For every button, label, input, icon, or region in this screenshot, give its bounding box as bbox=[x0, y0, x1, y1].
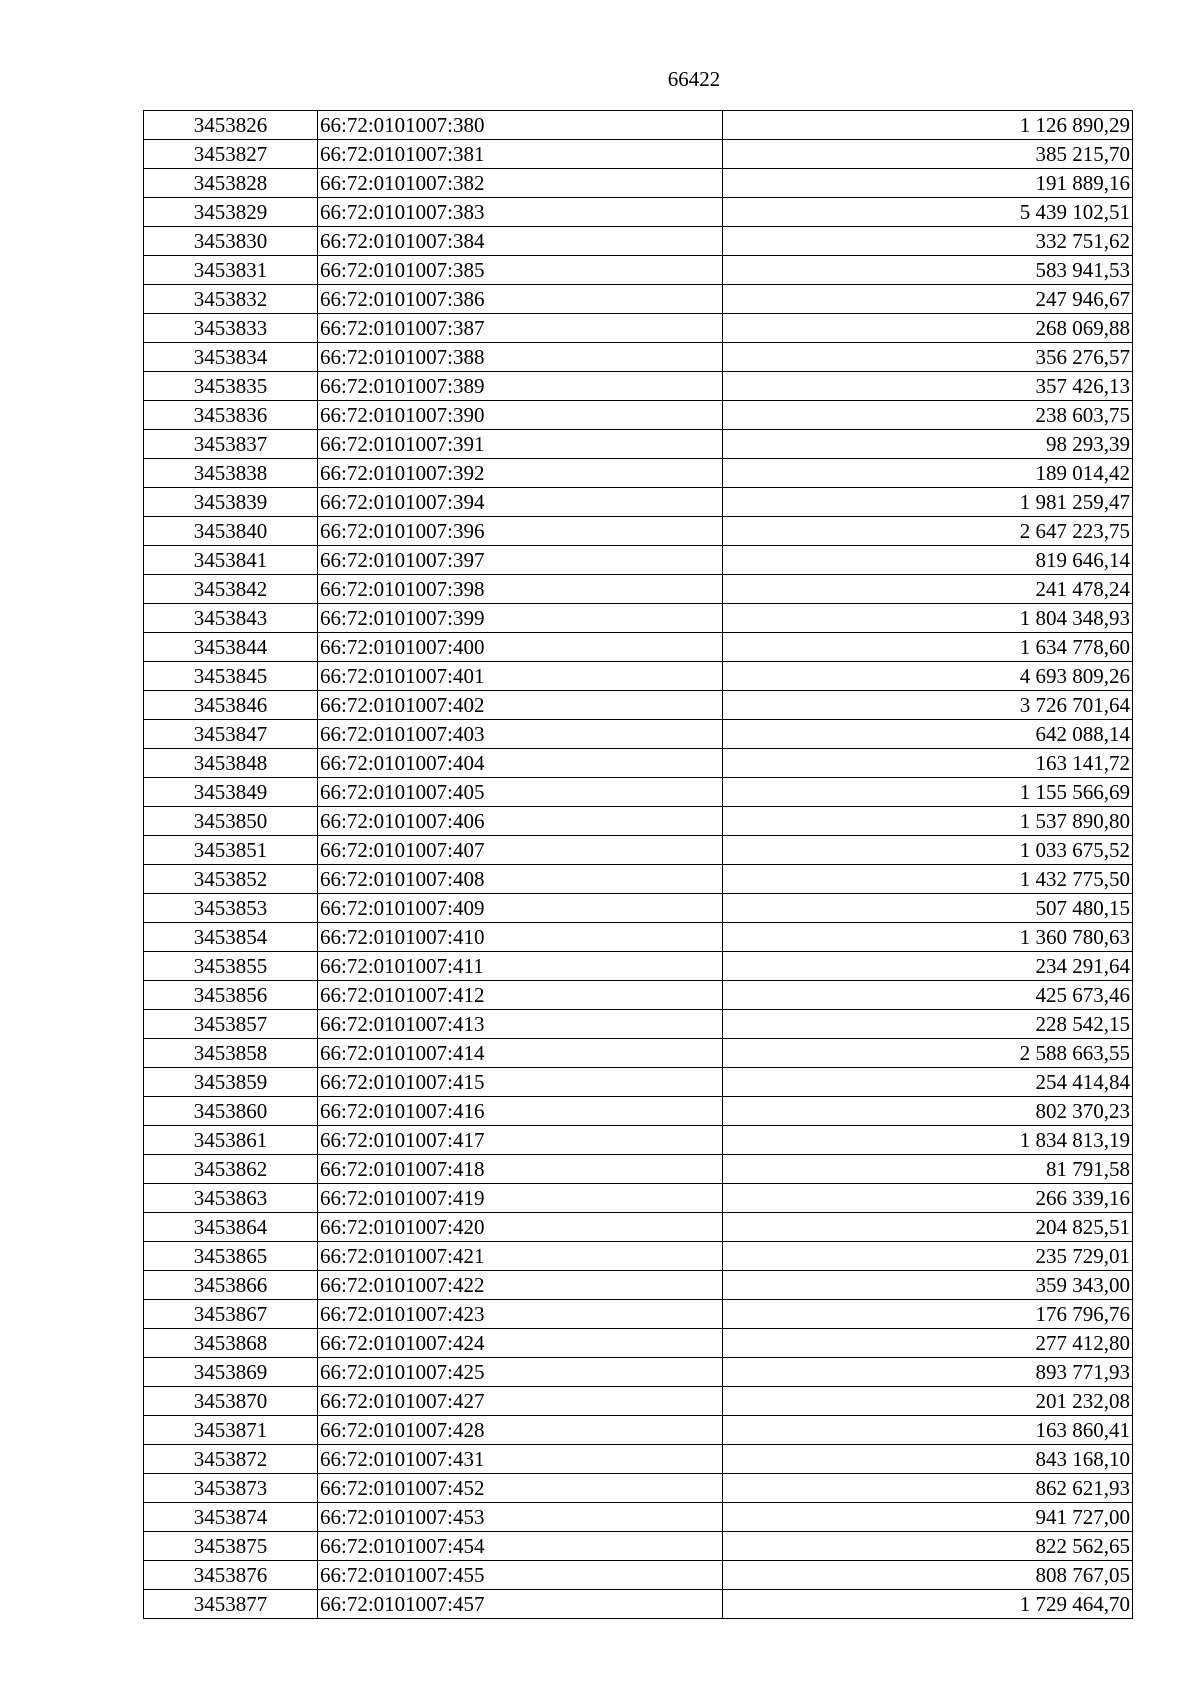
data-table bbox=[143, 110, 1133, 1619]
row-id-cell: 3453857 bbox=[144, 1010, 318, 1039]
cadastral-number-cell: 66:72:0101007:388 bbox=[318, 343, 723, 372]
table-row bbox=[144, 691, 1133, 720]
row-id-cell: 3453831 bbox=[144, 256, 318, 285]
row-id-cell: 3453862 bbox=[144, 1155, 318, 1184]
cadastral-number-cell: 66:72:0101007:414 bbox=[318, 1039, 723, 1068]
row-id-cell: 3453842 bbox=[144, 575, 318, 604]
row-id-cell: 3453870 bbox=[144, 1387, 318, 1416]
cadastral-number-cell: 66:72:0101007:416 bbox=[318, 1097, 723, 1126]
cadastral-number-cell: 66:72:0101007:452 bbox=[318, 1474, 723, 1503]
row-id-cell: 3453838 bbox=[144, 459, 318, 488]
cadastral-number-cell: 66:72:0101007:380 bbox=[318, 111, 723, 140]
table-row bbox=[144, 140, 1133, 169]
value-cell: 254 414,84 bbox=[723, 1068, 1133, 1097]
table-row bbox=[144, 111, 1133, 140]
cadastral-number-cell: 66:72:0101007:396 bbox=[318, 517, 723, 546]
value-cell: 228 542,15 bbox=[723, 1010, 1133, 1039]
table-row bbox=[144, 1184, 1133, 1213]
row-id-cell: 3453846 bbox=[144, 691, 318, 720]
table-row bbox=[144, 1561, 1133, 1590]
cadastral-number-cell: 66:72:0101007:381 bbox=[318, 140, 723, 169]
value-cell: 1 981 259,47 bbox=[723, 488, 1133, 517]
table-row bbox=[144, 720, 1133, 749]
value-cell: 359 343,00 bbox=[723, 1271, 1133, 1300]
cadastral-number-cell: 66:72:0101007:427 bbox=[318, 1387, 723, 1416]
value-cell: 1 804 348,93 bbox=[723, 604, 1133, 633]
table-row bbox=[144, 894, 1133, 923]
cadastral-number-cell: 66:72:0101007:403 bbox=[318, 720, 723, 749]
row-id-cell: 3453835 bbox=[144, 372, 318, 401]
row-id-cell: 3453839 bbox=[144, 488, 318, 517]
value-cell: 266 339,16 bbox=[723, 1184, 1133, 1213]
table-row bbox=[144, 169, 1133, 198]
table-row bbox=[144, 865, 1133, 894]
table-row bbox=[144, 981, 1133, 1010]
value-cell: 5 439 102,51 bbox=[723, 198, 1133, 227]
value-cell: 4 693 809,26 bbox=[723, 662, 1133, 691]
cadastral-number-cell: 66:72:0101007:397 bbox=[318, 546, 723, 575]
cadastral-number-cell: 66:72:0101007:454 bbox=[318, 1532, 723, 1561]
row-id-cell: 3453828 bbox=[144, 169, 318, 198]
row-id-cell: 3453841 bbox=[144, 546, 318, 575]
value-cell: 1 155 566,69 bbox=[723, 778, 1133, 807]
table-row bbox=[144, 923, 1133, 952]
table-row bbox=[144, 662, 1133, 691]
row-id-cell: 3453844 bbox=[144, 633, 318, 662]
cadastral-number-cell: 66:72:0101007:385 bbox=[318, 256, 723, 285]
value-cell: 247 946,67 bbox=[723, 285, 1133, 314]
table-row bbox=[144, 372, 1133, 401]
row-id-cell: 3453843 bbox=[144, 604, 318, 633]
row-id-cell: 3453832 bbox=[144, 285, 318, 314]
cadastral-number-cell: 66:72:0101007:418 bbox=[318, 1155, 723, 1184]
table-row bbox=[144, 546, 1133, 575]
value-cell: 802 370,23 bbox=[723, 1097, 1133, 1126]
cadastral-number-cell: 66:72:0101007:386 bbox=[318, 285, 723, 314]
row-id-cell: 3453874 bbox=[144, 1503, 318, 1532]
table-row bbox=[144, 1039, 1133, 1068]
cadastral-number-cell: 66:72:0101007:411 bbox=[318, 952, 723, 981]
value-cell: 1 634 778,60 bbox=[723, 633, 1133, 662]
cadastral-number-cell: 66:72:0101007:417 bbox=[318, 1126, 723, 1155]
row-id-cell: 3453853 bbox=[144, 894, 318, 923]
value-cell: 98 293,39 bbox=[723, 430, 1133, 459]
value-cell: 268 069,88 bbox=[723, 314, 1133, 343]
value-cell: 941 727,00 bbox=[723, 1503, 1133, 1532]
value-cell: 1 537 890,80 bbox=[723, 807, 1133, 836]
row-id-cell: 3453827 bbox=[144, 140, 318, 169]
page-number bbox=[0, 66, 1200, 92]
row-id-cell: 3453877 bbox=[144, 1590, 318, 1619]
value-cell: 2 647 223,75 bbox=[723, 517, 1133, 546]
table-row bbox=[144, 1126, 1133, 1155]
row-id-cell: 3453858 bbox=[144, 1039, 318, 1068]
table-row bbox=[144, 807, 1133, 836]
table-row bbox=[144, 1097, 1133, 1126]
table-row bbox=[144, 488, 1133, 517]
value-cell: 1 729 464,70 bbox=[723, 1590, 1133, 1619]
cadastral-number-cell: 66:72:0101007:402 bbox=[318, 691, 723, 720]
row-id-cell: 3453861 bbox=[144, 1126, 318, 1155]
row-id-cell: 3453873 bbox=[144, 1474, 318, 1503]
row-id-cell: 3453854 bbox=[144, 923, 318, 952]
row-id-cell: 3453864 bbox=[144, 1213, 318, 1242]
table-row bbox=[144, 604, 1133, 633]
value-cell: 201 232,08 bbox=[723, 1387, 1133, 1416]
cadastral-number-cell: 66:72:0101007:455 bbox=[318, 1561, 723, 1590]
row-id-cell: 3453866 bbox=[144, 1271, 318, 1300]
value-cell: 235 729,01 bbox=[723, 1242, 1133, 1271]
cadastral-number-cell: 66:72:0101007:384 bbox=[318, 227, 723, 256]
cadastral-number-cell: 66:72:0101007:399 bbox=[318, 604, 723, 633]
table-row bbox=[144, 778, 1133, 807]
cadastral-number-cell: 66:72:0101007:453 bbox=[318, 1503, 723, 1532]
table-row bbox=[144, 1416, 1133, 1445]
row-id-cell: 3453836 bbox=[144, 401, 318, 430]
cadastral-number-cell: 66:72:0101007:428 bbox=[318, 1416, 723, 1445]
value-cell: 189 014,42 bbox=[723, 459, 1133, 488]
value-cell: 238 603,75 bbox=[723, 401, 1133, 430]
table-row bbox=[144, 198, 1133, 227]
table-row bbox=[144, 952, 1133, 981]
row-id-cell: 3453869 bbox=[144, 1358, 318, 1387]
table-row bbox=[144, 633, 1133, 662]
table-row bbox=[144, 575, 1133, 604]
table-row bbox=[144, 227, 1133, 256]
cadastral-number-cell: 66:72:0101007:398 bbox=[318, 575, 723, 604]
cadastral-number-cell: 66:72:0101007:412 bbox=[318, 981, 723, 1010]
cadastral-number-cell: 66:72:0101007:400 bbox=[318, 633, 723, 662]
cadastral-number-cell: 66:72:0101007:422 bbox=[318, 1271, 723, 1300]
table-row bbox=[144, 1503, 1133, 1532]
row-id-cell: 3453851 bbox=[144, 836, 318, 865]
row-id-cell: 3453871 bbox=[144, 1416, 318, 1445]
cadastral-number-cell: 66:72:0101007:413 bbox=[318, 1010, 723, 1039]
value-cell: 176 796,76 bbox=[723, 1300, 1133, 1329]
table-row bbox=[144, 749, 1133, 778]
value-cell: 1 834 813,19 bbox=[723, 1126, 1133, 1155]
cadastral-number-cell: 66:72:0101007:389 bbox=[318, 372, 723, 401]
table-row bbox=[144, 1155, 1133, 1184]
value-cell: 1 360 780,63 bbox=[723, 923, 1133, 952]
table-row bbox=[144, 836, 1133, 865]
row-id-cell: 3453865 bbox=[144, 1242, 318, 1271]
table-row bbox=[144, 1590, 1133, 1619]
value-cell: 163 141,72 bbox=[723, 749, 1133, 778]
table-row bbox=[144, 1300, 1133, 1329]
value-cell: 234 291,64 bbox=[723, 952, 1133, 981]
value-cell: 2 588 663,55 bbox=[723, 1039, 1133, 1068]
cadastral-number-cell: 66:72:0101007:423 bbox=[318, 1300, 723, 1329]
row-id-cell: 3453847 bbox=[144, 720, 318, 749]
row-id-cell: 3453876 bbox=[144, 1561, 318, 1590]
row-id-cell: 3453852 bbox=[144, 865, 318, 894]
cadastral-number-cell: 66:72:0101007:406 bbox=[318, 807, 723, 836]
row-id-cell: 3453863 bbox=[144, 1184, 318, 1213]
cadastral-number-cell: 66:72:0101007:401 bbox=[318, 662, 723, 691]
value-cell: 357 426,13 bbox=[723, 372, 1133, 401]
table-row bbox=[144, 1068, 1133, 1097]
table-row bbox=[144, 1242, 1133, 1271]
cadastral-number-cell: 66:72:0101007:409 bbox=[318, 894, 723, 923]
row-id-cell: 3453849 bbox=[144, 778, 318, 807]
table-row bbox=[144, 1532, 1133, 1561]
cadastral-number-cell: 66:72:0101007:425 bbox=[318, 1358, 723, 1387]
row-id-cell: 3453833 bbox=[144, 314, 318, 343]
cadastral-number-cell: 66:72:0101007:431 bbox=[318, 1445, 723, 1474]
row-id-cell: 3453875 bbox=[144, 1532, 318, 1561]
cadastral-number-cell: 66:72:0101007:382 bbox=[318, 169, 723, 198]
table-row bbox=[144, 1329, 1133, 1358]
table-row bbox=[144, 459, 1133, 488]
value-cell: 3 726 701,64 bbox=[723, 691, 1133, 720]
table-row bbox=[144, 430, 1133, 459]
cadastral-number-cell: 66:72:0101007:383 bbox=[318, 198, 723, 227]
table-row bbox=[144, 256, 1133, 285]
value-cell: 191 889,16 bbox=[723, 169, 1133, 198]
table-row bbox=[144, 1387, 1133, 1416]
cadastral-number-cell: 66:72:0101007:419 bbox=[318, 1184, 723, 1213]
row-id-cell: 3453850 bbox=[144, 807, 318, 836]
row-id-cell: 3453840 bbox=[144, 517, 318, 546]
row-id-cell: 3453829 bbox=[144, 198, 318, 227]
value-cell: 204 825,51 bbox=[723, 1213, 1133, 1242]
cadastral-number-cell: 66:72:0101007:394 bbox=[318, 488, 723, 517]
cadastral-number-cell: 66:72:0101007:407 bbox=[318, 836, 723, 865]
value-cell: 822 562,65 bbox=[723, 1532, 1133, 1561]
value-cell: 642 088,14 bbox=[723, 720, 1133, 749]
row-id-cell: 3453859 bbox=[144, 1068, 318, 1097]
row-id-cell: 3453872 bbox=[144, 1445, 318, 1474]
cadastral-number-cell: 66:72:0101007:391 bbox=[318, 430, 723, 459]
row-id-cell: 3453837 bbox=[144, 430, 318, 459]
row-id-cell: 3453868 bbox=[144, 1329, 318, 1358]
table-row bbox=[144, 285, 1133, 314]
row-id-cell: 3453845 bbox=[144, 662, 318, 691]
cadastral-number-cell: 66:72:0101007:421 bbox=[318, 1242, 723, 1271]
value-cell: 819 646,14 bbox=[723, 546, 1133, 575]
cadastral-number-cell: 66:72:0101007:420 bbox=[318, 1213, 723, 1242]
row-id-cell: 3453860 bbox=[144, 1097, 318, 1126]
table-row bbox=[144, 1271, 1133, 1300]
value-cell: 808 767,05 bbox=[723, 1561, 1133, 1590]
table-row bbox=[144, 314, 1133, 343]
row-id-cell: 3453834 bbox=[144, 343, 318, 372]
value-cell: 385 215,70 bbox=[723, 140, 1133, 169]
value-cell: 507 480,15 bbox=[723, 894, 1133, 923]
cadastral-number-cell: 66:72:0101007:408 bbox=[318, 865, 723, 894]
value-cell: 843 168,10 bbox=[723, 1445, 1133, 1474]
value-cell: 862 621,93 bbox=[723, 1474, 1133, 1503]
table-row bbox=[144, 1358, 1133, 1387]
cadastral-number-cell: 66:72:0101007:404 bbox=[318, 749, 723, 778]
value-cell: 163 860,41 bbox=[723, 1416, 1133, 1445]
cadastral-number-cell: 66:72:0101007:392 bbox=[318, 459, 723, 488]
table-row bbox=[144, 1213, 1133, 1242]
value-cell: 893 771,93 bbox=[723, 1358, 1133, 1387]
cadastral-number-cell: 66:72:0101007:405 bbox=[318, 778, 723, 807]
cadastral-number-cell: 66:72:0101007:424 bbox=[318, 1329, 723, 1358]
table-row bbox=[144, 401, 1133, 430]
table-row bbox=[144, 1010, 1133, 1039]
cadastral-number-cell: 66:72:0101007:457 bbox=[318, 1590, 723, 1619]
value-cell: 1 033 675,52 bbox=[723, 836, 1133, 865]
table-row bbox=[144, 1474, 1133, 1503]
value-cell: 241 478,24 bbox=[723, 575, 1133, 604]
value-cell: 583 941,53 bbox=[723, 256, 1133, 285]
table-row bbox=[144, 343, 1133, 372]
value-cell: 277 412,80 bbox=[723, 1329, 1133, 1358]
value-cell: 81 791,58 bbox=[723, 1155, 1133, 1184]
value-cell: 356 276,57 bbox=[723, 343, 1133, 372]
row-id-cell: 3453855 bbox=[144, 952, 318, 981]
table-row bbox=[144, 517, 1133, 546]
cadastral-number-cell: 66:72:0101007:415 bbox=[318, 1068, 723, 1097]
value-cell: 1 126 890,29 bbox=[723, 111, 1133, 140]
cadastral-number-cell: 66:72:0101007:410 bbox=[318, 923, 723, 952]
cadastral-number-cell: 66:72:0101007:387 bbox=[318, 314, 723, 343]
value-cell: 332 751,62 bbox=[723, 227, 1133, 256]
value-cell: 425 673,46 bbox=[723, 981, 1133, 1010]
cadastral-number-cell: 66:72:0101007:390 bbox=[318, 401, 723, 430]
value-cell: 1 432 775,50 bbox=[723, 865, 1133, 894]
table-row bbox=[144, 1445, 1133, 1474]
row-id-cell: 3453830 bbox=[144, 227, 318, 256]
row-id-cell: 3453867 bbox=[144, 1300, 318, 1329]
row-id-cell: 3453848 bbox=[144, 749, 318, 778]
row-id-cell: 3453826 bbox=[144, 111, 318, 140]
page-number-text: 66422 bbox=[667, 67, 721, 91]
row-id-cell: 3453856 bbox=[144, 981, 318, 1010]
table-body bbox=[144, 111, 1133, 1619]
